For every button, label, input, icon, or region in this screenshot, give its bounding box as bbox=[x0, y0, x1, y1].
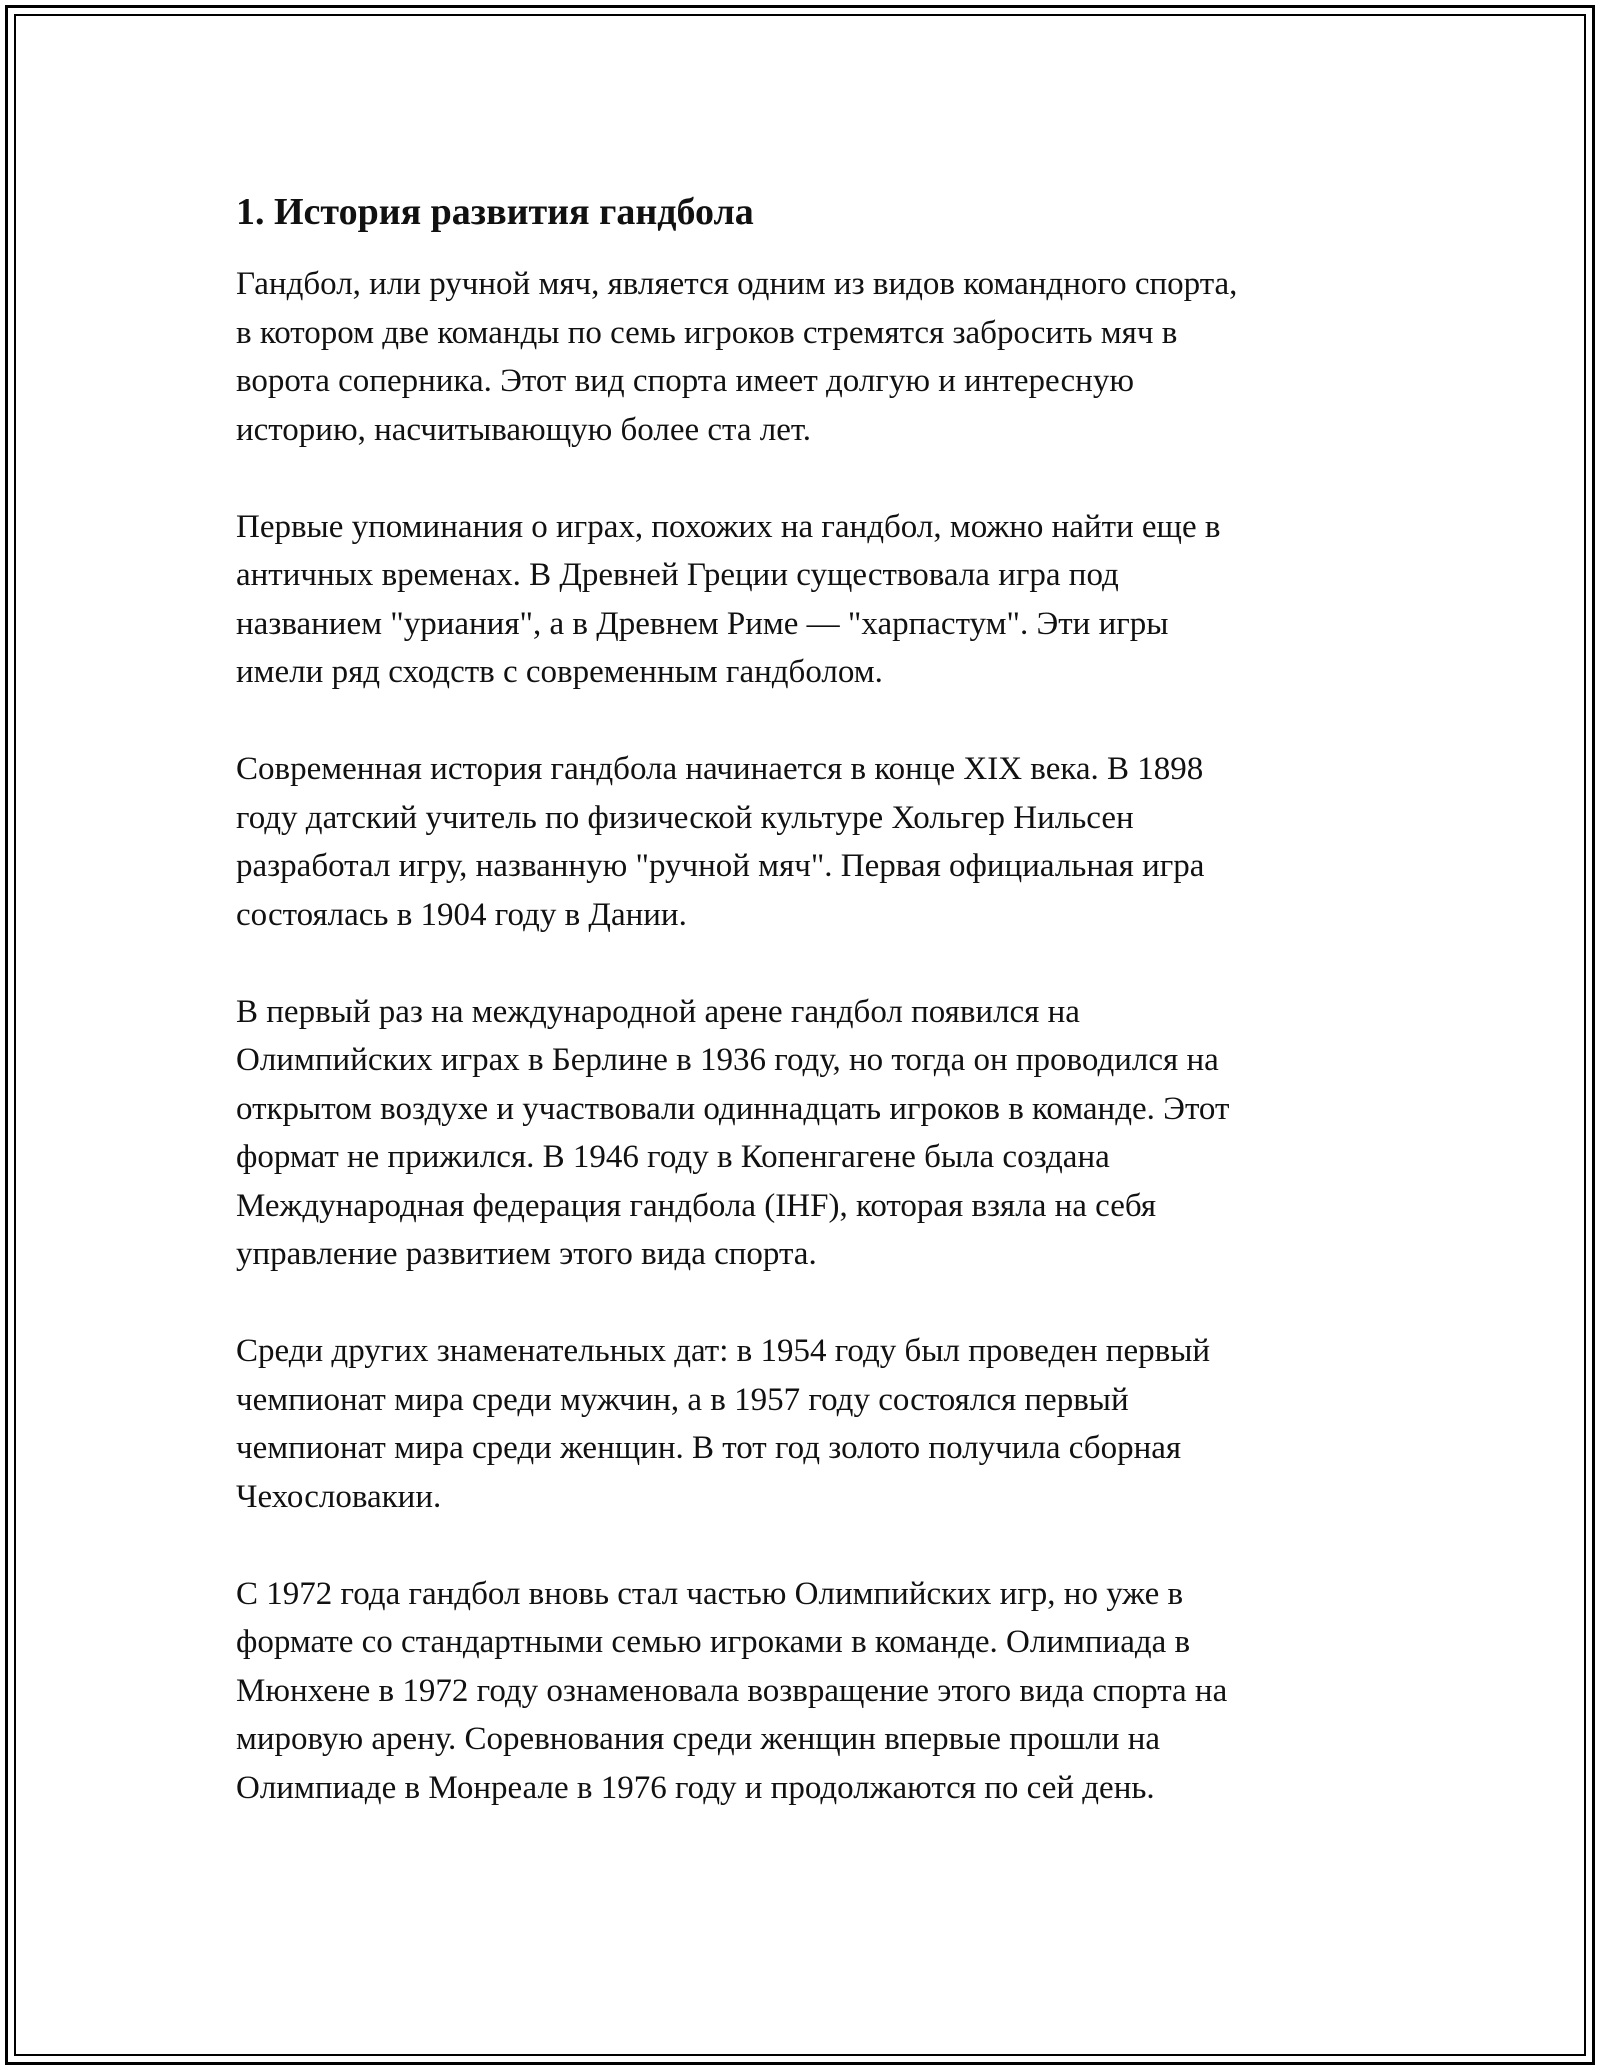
paragraph-modern-history: Современная история гандбола начинается в конце XIX века. В 1898 году датский учитель по физической культуре Хольгер Нильсен разработал игру, названную "ручной мяч". Первая официальная игра состоялась в 1904 году в Дании. bbox=[236, 751, 1205, 933]
paragraph-ancient-games: Первые упоминания о играх, похожих на гандбол, можно найти еще в античных временах. В Древней Греции существовала игра под названием "уриания", а в Древнем Риме — "харпастум". Эти игры имели ряд сходств с современным гандболом. bbox=[236, 508, 1221, 690]
document-body bbox=[236, 188, 1376, 1812]
paragraph-olympic-return: С 1972 года гандбол вновь стал частью Олимпийских игр, но уже в формате со стандартными семью игроками в команде. Олимпиада в Мюнхене в 1972 году ознаменовала возвращение этого вида спорта на мировую арену. Соревнования среди женщин впервые прошли на Олимпиаде в Монреале в 1976 году и продолжаются по сей день. bbox=[236, 1575, 1228, 1806]
section-title: 1. История развития гандбола bbox=[236, 191, 754, 233]
paragraph-world-championships: Среди других знаменательных дат: в 1954 году был проведен первый чемпионат мира среди мужчин, а в 1957 году состоялся первый чемпионат мира среди женщин. В тот год золото получила сборная Чехословакии. bbox=[236, 1333, 1211, 1515]
paragraph-international-debut: В первый раз на международной арене гандбол появился на Олимпийских играх в Берлине в 1936 году, но тогда он проводился на открытом воздухе и участвовали одиннадцать игроков в команде. Этот формат не прижился. В 1946 году в Копенгагене была создана Международная федерация гандбола (IHF), которая взяла на себя управление развитием этого вида спорта. bbox=[236, 993, 1230, 1272]
paragraph-intro: Гандбол, или ручной мяч, является одним из видов командного спорта, в котором две команды по семь игроков стремятся забросить мяч в ворота соперника. Этот вид спорта имеет долгую и интересную историю, насчитывающую более ста лет. bbox=[236, 266, 1238, 448]
